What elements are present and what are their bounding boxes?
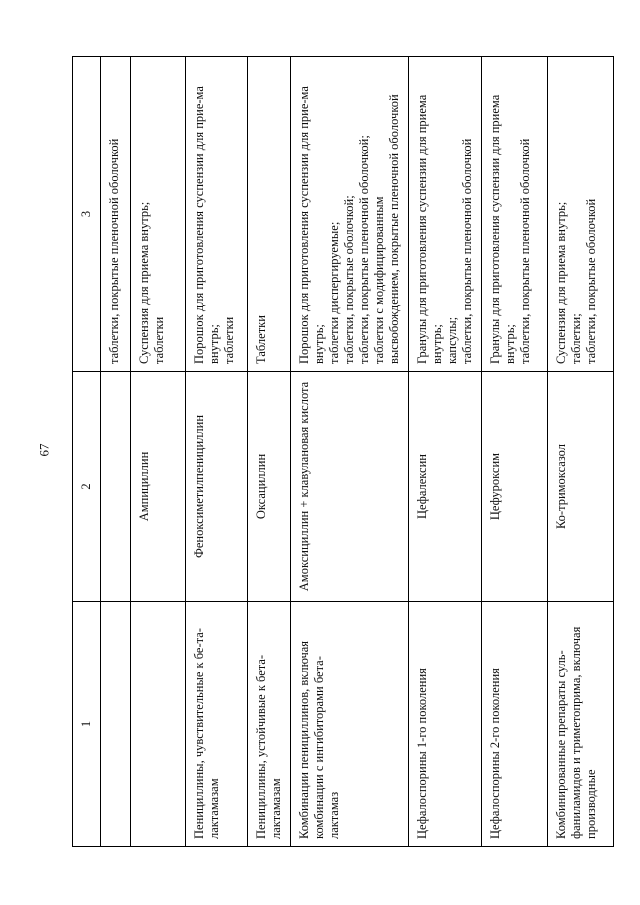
- dosage-form-line: высвобождением, покрытые пленочной оболочкой: [387, 94, 401, 364]
- dosage-form-line: таблетки, покрытые пленочной оболочкой: [107, 138, 121, 364]
- dosage-form-line: Порошок для приготовления суспензии для прие-ма внутрь;: [192, 86, 221, 364]
- drug-group-cell: Цефалоспорины 1-го поколения: [409, 602, 482, 847]
- drug-group-cell: Пенициллины, устойчивые к бета-лактамазам: [248, 602, 291, 847]
- drug-name-cell: Цефуроксим: [482, 372, 548, 602]
- drug-name-cell: Цефалексин: [409, 372, 482, 602]
- drug-name-cell: Оксациллин: [248, 372, 291, 602]
- rotated-table-container: [72, 57, 598, 847]
- header-row: [73, 57, 101, 847]
- dosage-form-line: Порошок для приготовления суспензии для прие-ма внутрь;: [297, 86, 326, 364]
- drug-group-cell: [131, 602, 186, 847]
- dosage-form-line: таблетки: [222, 316, 236, 364]
- dosage-form-line: Таблетки: [254, 315, 268, 364]
- table-body: [73, 57, 614, 847]
- drug-name-cell: Амоксициллин + клавулановая кислота: [291, 372, 409, 602]
- dosage-form-line: Гранулы для приготовления суспензии для приема внутрь;: [488, 94, 517, 364]
- dosage-form-line: таблетки: [152, 316, 166, 364]
- dosage-forms-cell: [548, 57, 614, 372]
- dosage-forms-cell: [248, 57, 291, 372]
- dosage-form-line: таблетки;: [569, 313, 583, 364]
- dosage-forms-cell: [186, 57, 248, 372]
- header-col-3: 3: [73, 57, 101, 372]
- header-col-2: 2: [73, 372, 101, 602]
- table-row: [248, 57, 291, 847]
- table-row: [101, 57, 131, 847]
- table-row: [131, 57, 186, 847]
- drug-name-cell: Ампициллин: [131, 372, 186, 602]
- drug-group-cell: Пенициллины, чувствительные к бе-та-лактамазам: [186, 602, 248, 847]
- dosage-form-line: таблетки, покрытые пленочной оболочкой: [460, 138, 474, 364]
- page-number: 67: [36, 443, 52, 457]
- dosage-form-line: таблетки, покрытые пленочной оболочкой;: [357, 135, 371, 364]
- drug-group-cell: [101, 602, 131, 847]
- table-row: [291, 57, 409, 847]
- table-row: [186, 57, 248, 847]
- dosage-form-line: таблетки диспергируемые;: [327, 221, 341, 364]
- dosage-form-line: таблетки, покрытые оболочкой: [584, 198, 598, 364]
- dosage-forms-cell: [409, 57, 482, 372]
- drug-name-cell: Ко-тримоксазол: [548, 372, 614, 602]
- table-row: [548, 57, 614, 847]
- dosage-form-line: Суспензия для приема внутрь;: [137, 201, 151, 364]
- dosage-forms-cell: [131, 57, 186, 372]
- drug-name-cell: [101, 372, 131, 602]
- header-col-1: 1: [73, 602, 101, 847]
- drug-group-cell: Цефалоспорины 2-го поколения: [482, 602, 548, 847]
- medicine-table: [72, 56, 614, 847]
- dosage-forms-cell: [291, 57, 409, 372]
- table-row: [409, 57, 482, 847]
- drug-group-cell: Комбинированные препараты суль-фаниламидов и триметоприма, включая производные: [548, 602, 614, 847]
- dosage-form-line: таблетки с модифицированным: [372, 196, 386, 364]
- dosage-forms-cell: [482, 57, 548, 372]
- drug-group-cell: Комбинации пенициллинов, включая комбинации с ингибиторами бета-лактамаз: [291, 602, 409, 847]
- dosage-forms-cell: [101, 57, 131, 372]
- dosage-form-line: капсулы;: [445, 316, 459, 364]
- dosage-form-line: Суспензия для приема внутрь;: [554, 201, 568, 364]
- drug-name-cell: Феноксиметилпенициллин: [186, 372, 248, 602]
- dosage-form-line: таблетки, покрытые оболочкой;: [342, 195, 356, 364]
- table-row: [482, 57, 548, 847]
- dosage-form-line: таблетки, покрытые пленочной оболочкой: [518, 138, 532, 364]
- dosage-form-line: Гранулы для приготовления суспензии для приема внутрь;: [415, 94, 444, 364]
